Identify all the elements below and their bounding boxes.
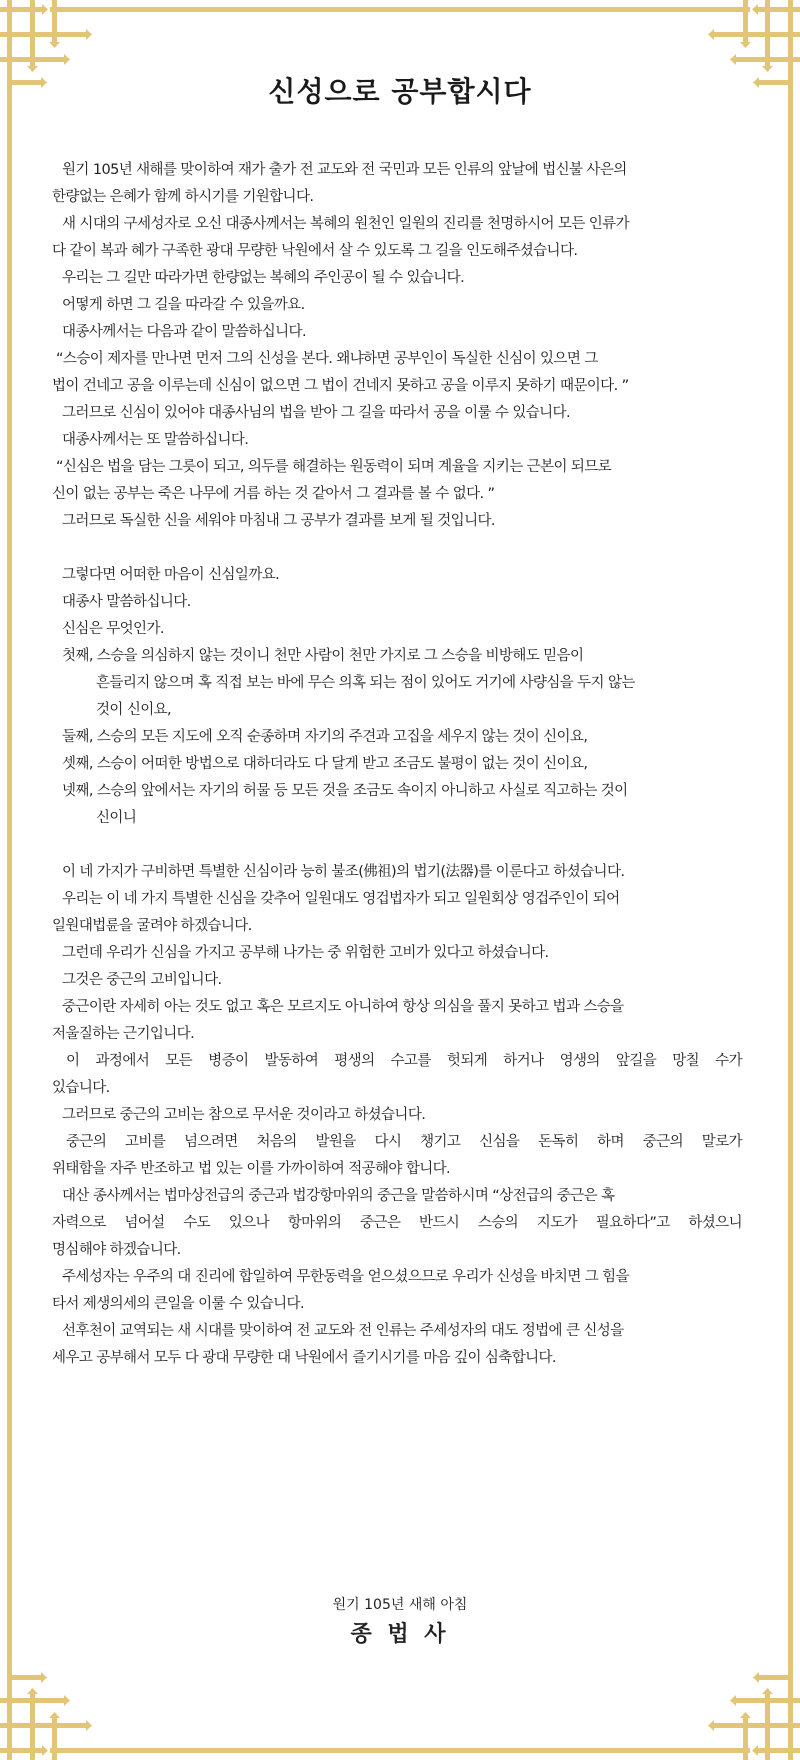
paragraph-gap xyxy=(52,535,742,562)
text-line: 그런데 우리가 신심을 가지고 공부해 나가는 중 위험한 고비가 있다고 하셨습니다. xyxy=(62,945,549,961)
text-line: 저울질하는 근기입니다. xyxy=(52,1026,195,1042)
text-line: 자력으로 넘어설 수도 있으나 항마위의 중근은 반드시 스승의 지도가 필요하다”고 하셨으니 xyxy=(52,1215,742,1231)
signature-date: 원기 105년 새해 아침 xyxy=(332,1597,468,1613)
text-line: 중근의 고비를 넘으려면 처음의 발원을 다시 챙기고 신심을 돈독히 하며 중근의 말로가 xyxy=(66,1134,742,1150)
text-line: 신심은 무엇인가. xyxy=(62,621,164,637)
corner-ornament-bottom-left xyxy=(0,1640,92,1760)
text-line: 중근이란 자세히 아는 것도 없고 혹은 모르지도 아니하여 항상 의심을 풀지 못하고 법과 스승을 xyxy=(62,999,624,1015)
border-bottom xyxy=(50,1748,750,1753)
list-item-continued: 신이니 xyxy=(96,810,137,826)
text-line: 주세성자는 우주의 대 진리에 합일하여 무한동력을 얻으셨으므로 우리가 신성을 바치면 그 힘을 xyxy=(62,1269,629,1285)
paragraph-gap xyxy=(52,832,742,859)
text-line: 그러므로 중근의 고비는 참으로 무서운 것이라고 하셨습니다. xyxy=(62,1107,426,1123)
text-line: 그렇다면 어떠한 마음이 신심일까요. xyxy=(62,567,280,583)
text-line: 다 같이 복과 혜가 구족한 광대 무량한 낙원에서 살 수 있도록 그 길을 인도해주셨습니다. xyxy=(52,243,578,259)
text-line: 선후천이 교역되는 새 시대를 맞이하여 전 교도와 전 인류는 주세성자의 대도 정법에 큰 신성을 xyxy=(62,1323,624,1339)
text-line: 이 과정에서 모든 병증이 발동하여 평생의 수고를 헛되게 하거나 영생의 앞길을 망칠 수가 xyxy=(66,1053,742,1069)
border-left xyxy=(7,50,12,1710)
border-top xyxy=(50,7,750,12)
quote-line: “스승이 제자를 만나면 먼저 그의 신성을 본다. 왜냐하면 공부인이 독실한 신심이 있으면 그 xyxy=(56,351,598,367)
list-item: 첫째, 스승을 의심하지 않는 것이니 천만 사람이 천만 가지로 그 스승을 비방해도 믿음이 xyxy=(62,648,584,664)
text-line: 대종사 말씀하십니다. xyxy=(62,594,191,610)
text-line: 위태함을 자주 반조하고 법 있는 이를 가까이하여 적공해야 합니다. xyxy=(52,1161,451,1177)
text-line: 원기 105년 새해를 맞이하여 재가 출가 전 교도와 전 국민과 모든 인류의 앞날에 법신불 사은의 xyxy=(62,162,627,178)
text-line: 그것은 중근의 고비입니다. xyxy=(62,972,222,988)
text-line: 그러므로 신심이 있어야 대종사님의 법을 받아 그 길을 따라서 공을 이룰 수 있습니다. xyxy=(62,405,570,421)
text-line: 그러므로 독실한 신을 세워야 마침내 그 공부가 결과를 보게 될 것입니다. xyxy=(62,513,495,529)
quote-line: 신이 없는 공부는 죽은 나무에 거름 하는 것 같아서 그 결과를 볼 수 없다. ” xyxy=(52,486,495,502)
page-title: 신성으로 공부합시다 xyxy=(268,75,532,108)
list-item-continued: 흔들리지 않으며 혹 직접 보는 바에 무슨 의혹 되는 점이 있어도 거기에 사량심을 두지 않는 xyxy=(96,675,635,691)
text-line: 세우고 공부해서 모두 다 광대 무량한 대 낙원에서 즐기시기를 마음 깊이 심축합니다. xyxy=(52,1350,556,1366)
border-right xyxy=(788,50,793,1710)
text-line: 우리는 그 길만 따라가면 한량없는 복혜의 주인공이 될 수 있습니다. xyxy=(62,270,465,286)
text-line: 어떻게 하면 그 길을 따라갈 수 있을까요. xyxy=(62,297,305,313)
text-line: 있습니다. xyxy=(52,1080,110,1096)
letter-body xyxy=(52,157,742,1372)
list-item: 둘째, 스승의 모든 지도에 오직 순종하며 자기의 주견과 고집을 세우지 않는 것이 신이요, xyxy=(62,729,588,745)
signature-name: 종 법 사 xyxy=(350,1622,450,1647)
text-line: 한량없는 은혜가 함께 하시기를 기원합니다. xyxy=(52,189,314,205)
text-line: 타서 제생의세의 큰일을 이룰 수 있습니다. xyxy=(52,1296,304,1312)
text-line: 명심해야 하겠습니다. xyxy=(52,1242,181,1258)
text-line: 대산 종사께서는 법마상전급의 중근과 법강항마위의 중근을 말씀하시며 “상전급의 중근은 혹 xyxy=(62,1188,615,1204)
quote-line: “신심은 법을 담는 그릇이 되고, 의두를 해결하는 원동력이 되며 계율을 지키는 근본이 되므로 xyxy=(56,459,612,475)
text-line: 대종사께서는 또 말씀하십니다. xyxy=(62,432,249,448)
text-line: 새 시대의 구세성자로 오신 대종사께서는 복혜의 원천인 일원의 진리를 천명하시어 모든 인류가 xyxy=(62,216,629,232)
list-item-continued: 것이 신이요, xyxy=(96,702,172,718)
quote-line: 법이 건네고 공을 이루는데 신심이 없으면 그 법이 건네지 못하고 공을 이루지 못하기 때문이다. ” xyxy=(52,378,629,394)
text-line: 이 네 가지가 구비하면 특별한 신심이라 능히 불조(佛祖)의 법기(法器)를 이룬다고 하셨습니다. xyxy=(62,864,625,880)
text-line: 일원대법륜을 굴려야 하겠습니다. xyxy=(52,918,252,934)
list-item: 셋째, 스승이 어떠한 방법으로 대하더라도 다 달게 받고 조금도 불평이 없는 것이 신이요, xyxy=(62,756,588,772)
corner-ornament-bottom-right xyxy=(708,1640,800,1760)
list-item: 넷째, 스승의 앞에서는 자기의 허물 등 모든 것을 조금도 속이지 아니하고 사실로 직고하는 것이 xyxy=(62,783,628,799)
text-line: 우리는 이 네 가지 특별한 신심을 갖추어 일원대도 영겁법자가 되고 일원회상 영겁주인이 되어 xyxy=(62,891,620,907)
text-line: 대종사께서는 다음과 같이 말씀하십니다. xyxy=(62,324,306,340)
